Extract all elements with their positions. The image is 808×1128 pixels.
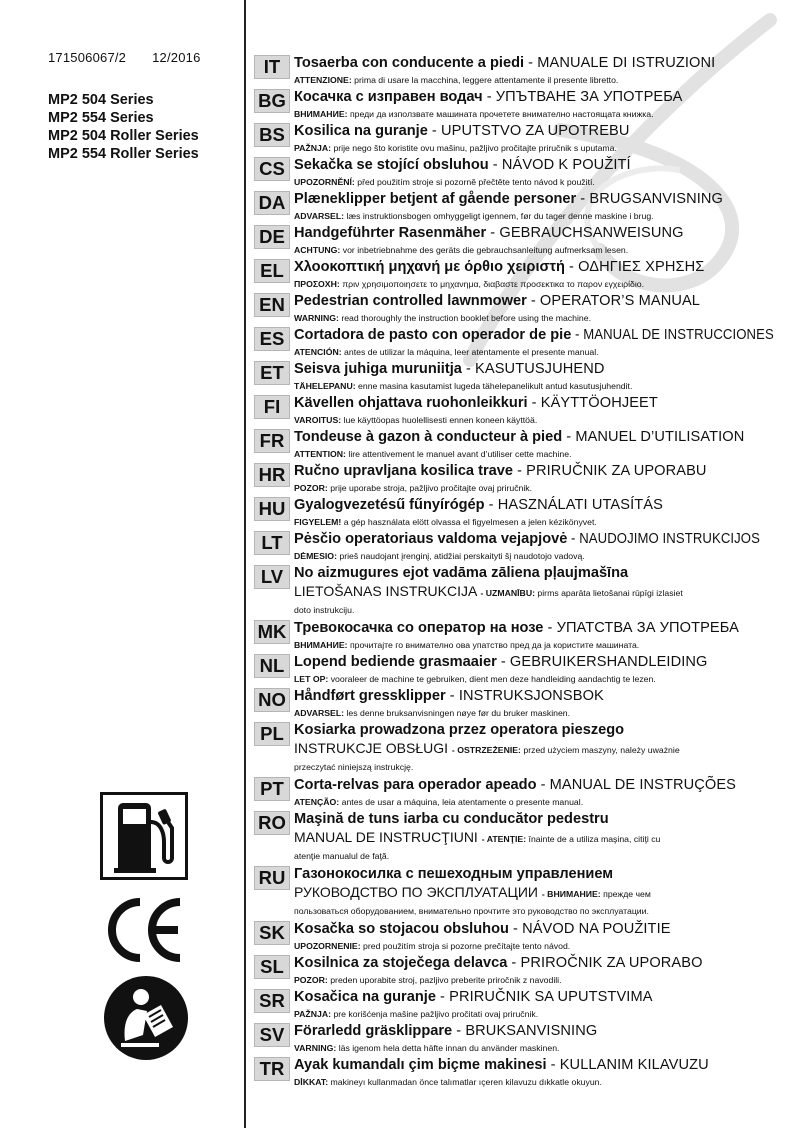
manual-title: - KASUTUSJUHEND: [465, 361, 605, 377]
warning-line: [294, 938, 794, 954]
language-code-badge: RO: [254, 811, 290, 835]
product-title: [294, 687, 794, 705]
warning-text: prieš naudojant įrenginį, atidžiai perskaityti šį naudotojo vadovą.: [339, 551, 585, 561]
language-entry-da: [254, 190, 794, 224]
warning-label: UPOZORNĚNÍ:: [294, 177, 355, 187]
product-name: Tondeuse à gazon à conducteur à pied: [294, 429, 563, 445]
language-entry-cs: [254, 156, 794, 190]
warning-label: VAROITUS:: [294, 415, 342, 425]
manual-title: - BRUGSANVISNING: [580, 191, 723, 207]
warning-label: - ATENŢIE:: [481, 834, 527, 844]
language-code-badge: SV: [254, 1023, 290, 1047]
warning-text: πριν χρησιμοποιησετε το μηχανημα, διαβαστε προσεκτικα το παρον εγχειρίδιο.: [342, 279, 645, 289]
language-entry-ro: [254, 810, 794, 865]
product-title: [294, 258, 794, 276]
warning-continued: doto instrukciju.: [294, 605, 355, 615]
language-entry-sl: [254, 954, 794, 988]
model-name: MP2 554 Roller Series: [48, 146, 199, 162]
product-title: [294, 1056, 794, 1074]
manual-title: - MANUAL DE INSTRUÇÕES: [540, 777, 737, 793]
warning-label: TÄHELEPANU:: [294, 381, 356, 391]
warning-text: lire attentivement le manuel avant d’utiliser cette machine.: [348, 449, 572, 459]
product-title: [294, 394, 794, 412]
warning-text: lue käyttöopas huolellisesti ennen koneen käyttöä.: [343, 415, 538, 425]
product-title: [294, 88, 794, 106]
product-title: [294, 156, 794, 174]
manual-title: - NÁVOD K POUŽITÍ: [492, 157, 631, 173]
manual-title: - PRIROČNIK ZA UPORABO: [511, 955, 703, 971]
language-entry-el: [254, 258, 794, 292]
language-entry-bs: [254, 122, 794, 156]
manual-title: - MANUEL D’UTILISATION: [566, 429, 745, 445]
manual-title: - GEBRUIKERSHANDLEIDING: [500, 654, 708, 670]
warning-line: [294, 344, 794, 360]
product-title: [294, 619, 794, 637]
model-name: MP2 504 Roller Series: [48, 128, 199, 144]
product-name: Tosaerba con conducente a piedi: [294, 55, 525, 71]
warning-label: ATENÇÃO:: [294, 797, 340, 807]
left-column: [48, 50, 238, 163]
warning-line: [294, 1074, 794, 1090]
language-entry-es: [254, 326, 794, 360]
manual-title: - KÄYTTÖOHJEET: [531, 395, 658, 411]
product-name: Gyalogvezetésű fűnyírógép: [294, 497, 485, 513]
warning-label: - UZMANĪBU:: [480, 588, 535, 598]
language-code-badge: ES: [254, 327, 290, 351]
product-title: [294, 1022, 794, 1040]
model-list: [48, 91, 238, 163]
warning-text: read thoroughly the instruction booklet before using the machine.: [341, 313, 591, 323]
warning-line: [294, 1040, 794, 1056]
language-code-badge: DA: [254, 191, 290, 215]
warning-line: [294, 671, 794, 687]
language-entry-pt: [254, 776, 794, 810]
warning-text: læs instruktionsbogen omhyggeligt igennem, før du tager denne maskine i brug.: [346, 211, 654, 221]
language-code-badge: FI: [254, 395, 290, 419]
product-title: [294, 190, 794, 208]
warning-line: [294, 140, 794, 156]
manual-title: - MANUAL DE INSTRUCCIONES: [575, 327, 775, 343]
language-code-badge: DE: [254, 225, 290, 249]
language-entry-hu: [254, 496, 794, 530]
language-code-badge: EN: [254, 293, 290, 317]
warning-label: - OSTRZEŻENIE:: [451, 745, 521, 755]
product-name: Pėsčio operatoriaus valdoma vejapjovė: [294, 531, 568, 547]
document-date: 12/2016: [152, 50, 201, 65]
product-title: [294, 462, 794, 480]
language-code-badge: LT: [254, 531, 290, 555]
language-code-badge: TR: [254, 1057, 290, 1081]
warning-label: ACHTUNG:: [294, 245, 341, 255]
warning-line: [294, 378, 794, 394]
warning-line: [294, 637, 794, 653]
product-title: [294, 496, 794, 514]
warning-line: [294, 72, 794, 88]
product-name: Χλοοκοπτική μηχανή με όρθιο χειριστή: [294, 259, 565, 275]
manual-title: - GEBRAUCHSANWEISUNG: [490, 225, 684, 241]
language-code-badge: MK: [254, 620, 290, 644]
manual-title: MANUAL DE INSTRUCŢIUNI: [294, 829, 478, 845]
product-title: [294, 224, 794, 242]
column-divider: [244, 0, 246, 1128]
language-code-badge: IT: [254, 55, 290, 79]
product-title: [294, 326, 794, 344]
warning-text: läs igenom hela detta häfte innan du använder maskinen.: [338, 1043, 560, 1053]
language-code-badge: SK: [254, 921, 290, 945]
warning-label: UPOZORNENIE:: [294, 941, 361, 951]
product-title: [294, 776, 794, 794]
warning-line: [294, 412, 794, 428]
warning-text: vooraleer de machine te gebruiken, dient men deze handleiding aandachtig te lezen.: [330, 674, 656, 684]
warning-line: [294, 174, 794, 190]
warning-label: ATTENTION:: [294, 449, 346, 459]
language-code-badge: RU: [254, 866, 290, 890]
language-entry-en: [254, 292, 794, 326]
warning-label: ADVARSEL:: [294, 211, 345, 221]
manual-title: INSTRUKCJE OBSŁUGI: [294, 740, 449, 756]
manual-title: - PRIRUČNIK ZA UPORABU: [517, 463, 707, 479]
product-name: Maşină de tuns iarba cu conducător pedestru: [294, 811, 609, 827]
product-name: Косачка с изправен водач: [294, 89, 483, 105]
product-name: Håndført gressklipper: [294, 688, 446, 704]
product-title: [294, 54, 794, 72]
warning-label: ΠΡΟΣΟΧΗ:: [294, 279, 340, 289]
language-code-badge: PL: [254, 722, 290, 746]
warning-text: przed użyciem maszyny, należy uważnie: [523, 745, 680, 755]
warning-line: [294, 480, 794, 496]
product-name: Cortadora de pasto con operador de pie: [294, 327, 572, 343]
manual-title: - HASZNÁLATI UTASÍTÁS: [488, 497, 663, 513]
warning-line: [294, 1006, 794, 1022]
language-entry-hr: [254, 462, 794, 496]
product-title: [294, 564, 794, 582]
read-manual-icon: [103, 975, 189, 1061]
manual-title-line: [294, 828, 794, 848]
product-title: [294, 865, 794, 883]
language-entry-sr: [254, 988, 794, 1022]
language-code-badge: NO: [254, 688, 290, 712]
warning-continued: przeczytać niniejszą instrukcję.: [294, 762, 414, 772]
ce-mark-icon: [100, 896, 186, 964]
warning-continued: пользоваться оборудованием, внимательно прочтите это руководство по эксплуатации.: [294, 906, 649, 916]
product-name: Kosilnica za stoječega delavca: [294, 955, 508, 971]
warning-label: ATTENZIONE:: [294, 75, 352, 85]
language-code-badge: NL: [254, 654, 290, 678]
product-name: Kävellen ohjattava ruohonleikkuri: [294, 395, 528, 411]
warning-label: PAŽNJA:: [294, 143, 332, 153]
manual-title: LIETOŠANAS INSTRUKCIJA: [294, 583, 477, 599]
product-title: [294, 920, 794, 938]
language-entry-tr: [254, 1056, 794, 1090]
warning-label: ВНИМАНИЕ:: [294, 640, 348, 650]
manual-title-line: [294, 883, 794, 903]
warning-label: VARNING:: [294, 1043, 337, 1053]
product-name: Pedestrian controlled lawnmower: [294, 293, 527, 309]
product-name: Газонокосилка с пешеходным управлением: [294, 866, 614, 882]
warning-label: DİKKAT:: [294, 1077, 329, 1087]
manual-title: - УПАТСТВА ЗА УПОТРЕБА: [547, 620, 739, 636]
product-name: Sekačka se stojící obsluhou: [294, 157, 489, 173]
language-code-badge: BG: [254, 89, 290, 113]
product-title: [294, 428, 794, 446]
model-name: MP2 554 Series: [48, 110, 154, 126]
language-code-badge: LV: [254, 565, 290, 589]
warning-text: vor inbetriebnahme des geräts die gebrauchsanleitung aufmerksam lesen.: [342, 245, 629, 255]
product-title: [294, 530, 794, 548]
language-code-badge: HR: [254, 463, 290, 487]
warning-text: a gép használata elött olvassa el figyelmesen a jelen kézikönyvet.: [343, 517, 597, 527]
warning-label: LET OP:: [294, 674, 329, 684]
warning-label: POZOR:: [294, 975, 328, 985]
product-name: Тревокосачка со оператор на нозе: [294, 620, 544, 636]
manual-title: - УПЪТВАНЕ ЗА УПОТРЕБА: [486, 89, 683, 105]
warning-line: [294, 446, 794, 462]
product-name: Corta-relvas para operador apeado: [294, 777, 537, 793]
warning-text: antes de usar a máquina, leia atentamente o presente manual.: [341, 797, 584, 807]
manual-title-line: [294, 582, 794, 602]
product-title: [294, 292, 794, 310]
warning-line: [294, 794, 794, 810]
manual-title: - ΟΔΗΓΙΕΣ ΧΡΗΣΗΣ: [569, 259, 705, 275]
warning-label: DĖMESIO:: [294, 551, 337, 561]
manual-title: - KULLANIM KILAVUZU: [550, 1057, 709, 1073]
language-code-badge: HU: [254, 497, 290, 521]
product-title: [294, 122, 794, 140]
warning-line: [294, 276, 794, 292]
warning-label: FIGYELEM!: [294, 517, 342, 527]
warning-text: прежде чем: [603, 889, 651, 899]
warning-label: ATENCIÓN:: [294, 347, 342, 357]
language-code-badge: SR: [254, 989, 290, 1013]
product-name: Förarledd gräsklippare: [294, 1023, 453, 1039]
manual-title: - NAUDOJIMO INSTRUKCIJOS: [571, 531, 761, 547]
manual-title: - INSTRUKSJONSBOK: [449, 688, 604, 704]
warning-text: pred použitím stroja si pozorne prečítajte tento návod.: [363, 941, 571, 951]
product-name: Kosačka so stojacou obsluhou: [294, 921, 509, 937]
language-entry-nl: [254, 653, 794, 687]
language-code-badge: ET: [254, 361, 290, 385]
warning-label: - ВНИМАНИЕ:: [541, 889, 601, 899]
language-entry-lt: [254, 530, 794, 564]
warning-label: POZOR:: [294, 483, 328, 493]
warning-line: [294, 106, 794, 122]
language-code-badge: FR: [254, 429, 290, 453]
warning-line: [294, 208, 794, 224]
product-title: [294, 721, 794, 739]
language-entry-et: [254, 360, 794, 394]
warning-text: prije uporabe stroja, pažljivo pročitajte ovaj priručnik.: [330, 483, 533, 493]
language-list: [254, 54, 794, 1090]
warning-line: [294, 705, 794, 721]
warning-text: před použitím stroje si pozorně přečtěte tento návod k použití.: [357, 177, 595, 187]
model-name: MP2 504 Series: [48, 92, 154, 108]
language-code-badge: PT: [254, 777, 290, 801]
warning-text: makineyı kullanmadan önce talımatlar ıçeren kilavuzu dıkkatle okuyun.: [330, 1077, 602, 1087]
manual-title: - BRUKSANVISNING: [456, 1023, 598, 1039]
product-name: Kosiarka prowadzona przez operatora pieszego: [294, 722, 625, 738]
document-id: [48, 50, 238, 65]
language-entry-sk: [254, 920, 794, 954]
manual-title: - NÁVOD NA POUŽITIE: [512, 921, 671, 937]
warning-continued: atenţie manualul de faţă.: [294, 851, 390, 861]
language-entry-ru: [254, 865, 794, 920]
product-name: No aizmugures ejot vadāma zāliena pļaujmašīna: [294, 565, 629, 581]
manual-title-line: [294, 739, 794, 759]
language-entry-mk: [254, 619, 794, 653]
language-entry-fr: [254, 428, 794, 462]
product-name: Kosačica na guranje: [294, 989, 436, 1005]
warning-line: [294, 514, 794, 530]
warning-text: prima di usare la macchina, leggere attentamente il presente libretto.: [354, 75, 619, 85]
manual-title: - UPUTSTVO ZA UPOTREBU: [431, 123, 630, 139]
warning-label: ВНИМАНИЕ:: [294, 109, 348, 119]
warning-text: les denne bruksanvisningen nøye før du bruker maskinen.: [346, 708, 571, 718]
language-entry-de: [254, 224, 794, 258]
warning-text: înainte de a utiliza maşina, citiţi cu: [528, 834, 661, 844]
product-title: [294, 360, 794, 378]
warning-text: преди да използвате машината прочетете внимателно настоящата книжка.: [349, 109, 654, 119]
warning-line: [294, 972, 794, 988]
product-name: Handgeführter Rasenmäher: [294, 225, 487, 241]
language-entry-fi: [254, 394, 794, 428]
warning-label: PAŽNJA:: [294, 1009, 332, 1019]
manual-title: - OPERATOR’S MANUAL: [530, 293, 701, 309]
manual-title: РУКОВОДСТВО ПО ЭКСПЛУАТАЦИИ: [294, 884, 538, 900]
manual-title: - PRIRUČNIK SA UPUTSTVIMA: [440, 989, 653, 1005]
product-title: [294, 810, 794, 828]
manual-title: - MANUALE DI ISTRUZIONI: [528, 55, 716, 71]
product-title: [294, 988, 794, 1006]
language-code-badge: BS: [254, 123, 290, 147]
language-code-badge: EL: [254, 259, 290, 283]
product-name: Plæneklipper betjent af gående personer: [294, 191, 577, 207]
product-title: [294, 653, 794, 671]
language-entry-lv: [254, 564, 794, 619]
warning-text: preden uporabite stroj, pazljivo preberite priročnik z navodili.: [330, 975, 562, 985]
warning-text: antes de utilizar la máquina, leer atentamente el presente manual.: [344, 347, 599, 357]
product-name: Seisva juhiga muruniitja: [294, 361, 462, 377]
language-entry-it: [254, 54, 794, 88]
product-name: Lopend bediende grasmaaier: [294, 654, 497, 670]
product-name: Ayak kumandalı çim biçme makinesi: [294, 1057, 547, 1073]
product-title: [294, 954, 794, 972]
language-code-badge: SL: [254, 955, 290, 979]
language-entry-bg: [254, 88, 794, 122]
product-name: Kosilica na guranje: [294, 123, 428, 139]
warning-label: ADVARSEL:: [294, 708, 345, 718]
product-name: Ručno upravljana kosilica trave: [294, 463, 513, 479]
language-entry-sv: [254, 1022, 794, 1056]
language-code-badge: CS: [254, 157, 290, 181]
language-entry-pl: [254, 721, 794, 776]
warning-line: [294, 548, 794, 564]
warning-text: prije nego što koristite ovu mašinu, pažljivo pročitajte priručnik s uputama.: [333, 143, 617, 153]
warning-text: enne masina kasutamist lugeda tähelepanelikult antud kasutusjuhendit.: [358, 381, 633, 391]
warning-line: [294, 242, 794, 258]
language-entry-no: [254, 687, 794, 721]
document-code: 171506067/2: [48, 50, 127, 65]
fuel-pump-icon: [100, 792, 188, 880]
warning-text: прочитајте го внимателно ова упатство пред да ја користите машината.: [349, 640, 640, 650]
warning-text: pre korišćenja mašine pažljivo pročitati ovaj priručnik.: [333, 1009, 539, 1019]
warning-text: pirms aparāta lietošanai rūpīgi izlasiet: [537, 588, 683, 598]
warning-line: [294, 310, 794, 326]
warning-label: WARNING:: [294, 313, 339, 323]
